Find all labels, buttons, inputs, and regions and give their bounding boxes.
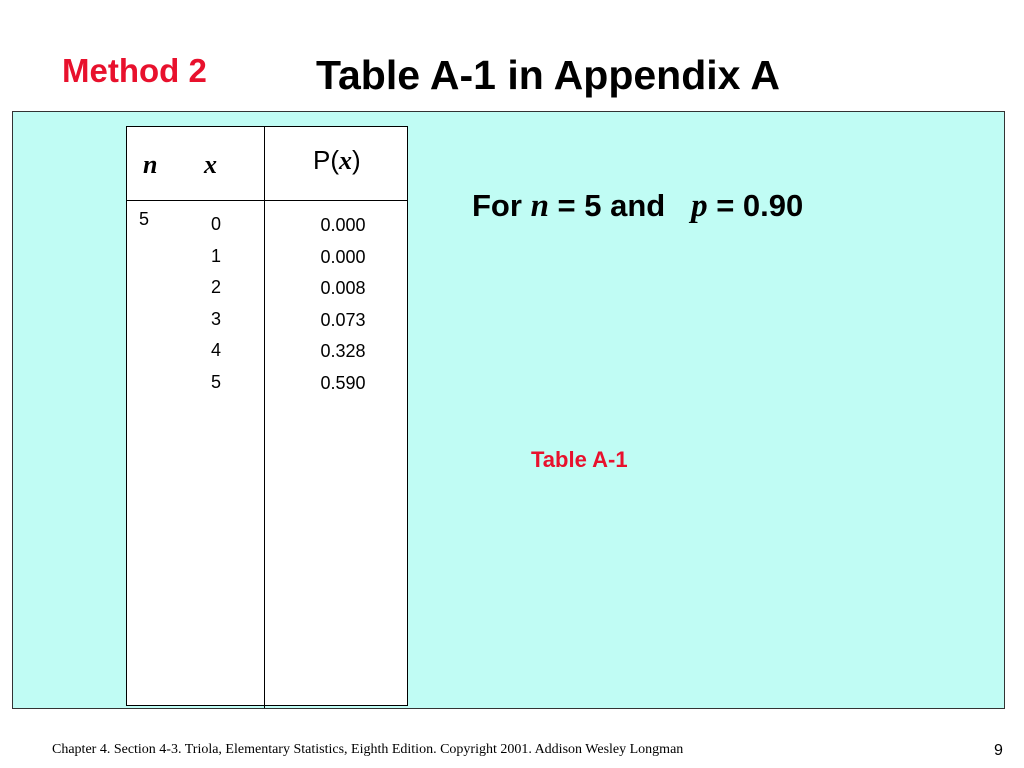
- condition-suffix: = 0.90: [716, 188, 804, 223]
- condition-statement: [472, 188, 803, 225]
- probability-column: [300, 210, 386, 399]
- header-px: [313, 145, 361, 176]
- probability-cell: 0.328: [320, 341, 366, 361]
- probability-cell: 0.000: [320, 215, 366, 235]
- header-p-open: P(: [313, 145, 339, 175]
- x-cell: 1: [210, 245, 221, 266]
- probability-cell: 0.590: [320, 372, 366, 393]
- x-cell: 0: [210, 214, 221, 234]
- condition-var-p: p: [691, 188, 708, 224]
- x-cell: 4: [210, 340, 221, 360]
- method-label: Method 2: [62, 52, 207, 89]
- header-x: x: [204, 150, 217, 179]
- header-p-var: x: [339, 146, 352, 175]
- probability-cell: 0.000: [320, 246, 366, 267]
- table-header-rule: [126, 200, 408, 201]
- slide-title: Table A-1 in Appendix A: [316, 52, 780, 98]
- condition-mid: = 5 and: [557, 188, 666, 223]
- header-p-close: ): [352, 145, 361, 175]
- table-caption: Table A-1: [531, 447, 628, 472]
- probability-cell: 0.073: [320, 309, 366, 330]
- condition-prefix: For: [472, 188, 522, 223]
- x-cell: 3: [210, 308, 221, 329]
- page-number: 9: [994, 742, 1003, 759]
- x-column: [200, 209, 232, 398]
- x-cell: 2: [210, 277, 221, 297]
- n-value: 5: [139, 209, 150, 229]
- probability-cell: 0.008: [320, 278, 366, 298]
- footer-citation: Chapter 4. Section 4-3. Triola, Elementary Statistics, Eighth Edition. Copyright 2001. Addison Wesley Longman: [52, 742, 684, 757]
- header-n: n: [143, 150, 158, 179]
- table-column-divider: [264, 126, 265, 708]
- condition-var-n: n: [530, 188, 549, 224]
- x-cell: 5: [210, 371, 221, 392]
